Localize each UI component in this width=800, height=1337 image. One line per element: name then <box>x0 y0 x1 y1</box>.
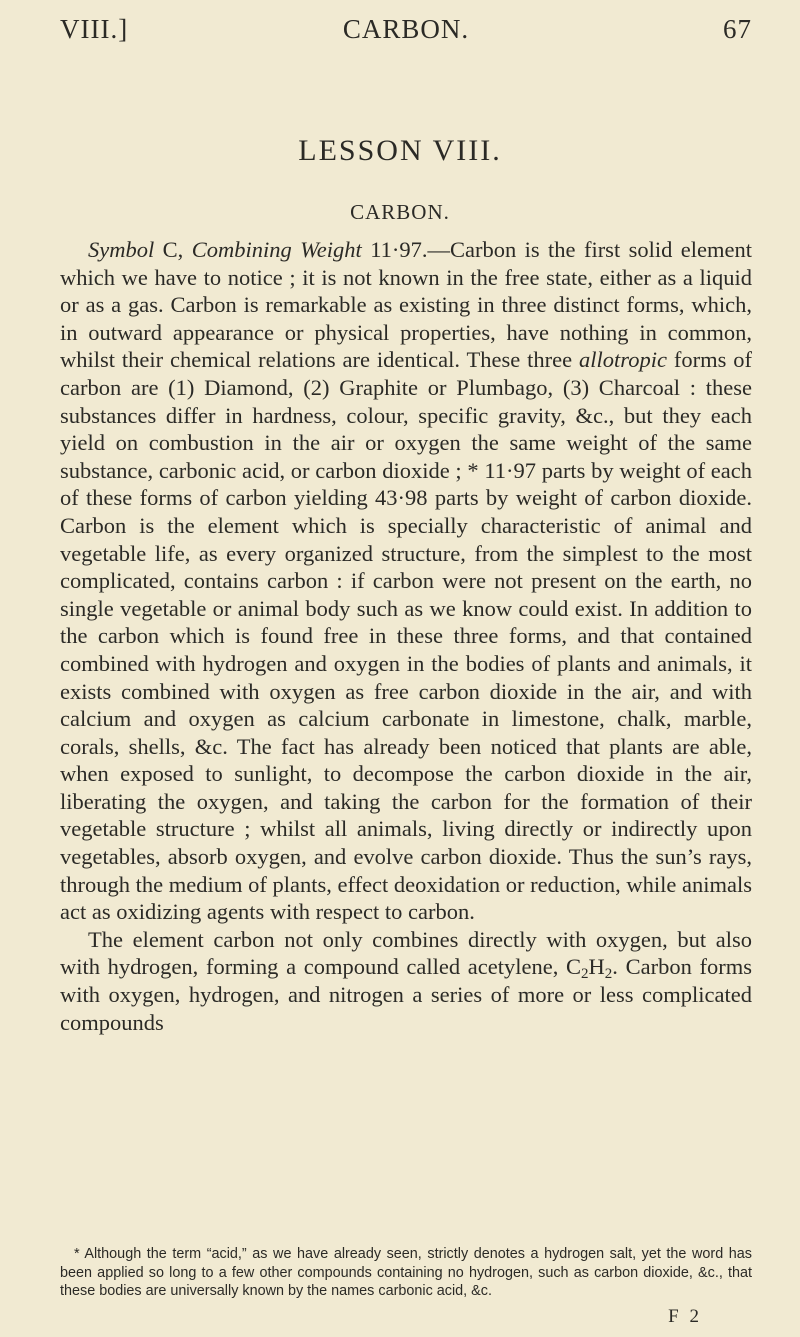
paragraph-2-text-b: . Carbon forms with oxygen, hydrogen, and nitrogen a series of more or less complicated compounds <box>60 954 752 1035</box>
symbol-value: C, <box>154 237 192 262</box>
page-number: 67 <box>723 14 752 44</box>
paragraph-2 <box>60 926 752 1036</box>
symbol-label: Symbol <box>88 237 155 262</box>
running-head <box>60 14 752 54</box>
subscript-1: 2 <box>581 966 589 983</box>
allotropic-word: allotropic <box>579 347 667 373</box>
paragraph-1 <box>60 236 752 926</box>
running-title: CARBON. <box>342 14 470 44</box>
body-text <box>60 236 752 1036</box>
formula-h: H <box>588 954 605 980</box>
paragraph-2-text-a: The element carbon not only combines directly with oxygen, but also with hydrogen, forming a compound called acetylene, C <box>60 926 752 980</box>
paragraph-1-text-b: forms of carbon are (1) Diamond, (2) Graphite or Plumbago, (3) Charcoal : these substances differ in hardness, colour, specific gravity, &c., but they each yield on combustion in the air or oxygen the same weight of the same substance, carbonic acid, or carbon dioxide ; * 11·97 parts by weight of each of these forms of carbon yielding 43·98 parts by weight of carbon dioxide. Carbon is the element which is specially characteristic of animal and vegetable life, as every organized structure, from the simplest to the most complicated, contains carbon : if carbon were not present on the earth, no single vegetable or animal body such as we know could exist. In addition to the carbon which is found free in these three forms, and that contained combined with hydrogen and oxygen in the bodies of plants and animals, it exists combined with oxygen as free carbon dioxide in the air, and with calcium and oxygen as calcium carbonate in limestone, chalk, marble, corals, shells, &c. The fact has already been noticed that plants are able, when exposed to sunlight, to decompose the carbon dioxide in the air, liberating the oxygen, and taking the carbon for the formation of their vegetable structure ; whilst all animals, living directly or indirectly upon vegetables, absorb oxygen, and evolve carbon dioxide. Thus the sun’s rays, through the medium of plants, effect deoxidation or reduction, while animals act as oxidizing agents with respect to carbon. <box>60 347 752 925</box>
paragraph-1-text-a: 11·97.—Carbon is the first solid element which we have to notice ; it is not known in the free state, either as a liquid or as a gas. Carbon is remarkable as existing in three distinct forms, which, in outward appearance or physical properties, have nothing in common, whilst their chemical relations are identical. These three <box>60 237 752 373</box>
printer-signature: F 2 <box>668 1306 702 1327</box>
chapter-number: VIII.] <box>60 14 129 44</box>
lesson-title: LESSON VIII. <box>298 134 502 167</box>
subscript-2: 2 <box>604 966 613 983</box>
lesson-subtitle: CARBON. <box>350 200 450 224</box>
combining-weight-label: Combining Weight <box>191 237 362 262</box>
footnote: * Although the term “acid,” as we have already seen, strictly denotes a hydrogen salt, yet the word has been applied so long to a few other compounds containing no hydrogen, such as carbon dioxide, &c., that these bodies are universally known by the names carbonic acid, &c. <box>60 1246 752 1299</box>
